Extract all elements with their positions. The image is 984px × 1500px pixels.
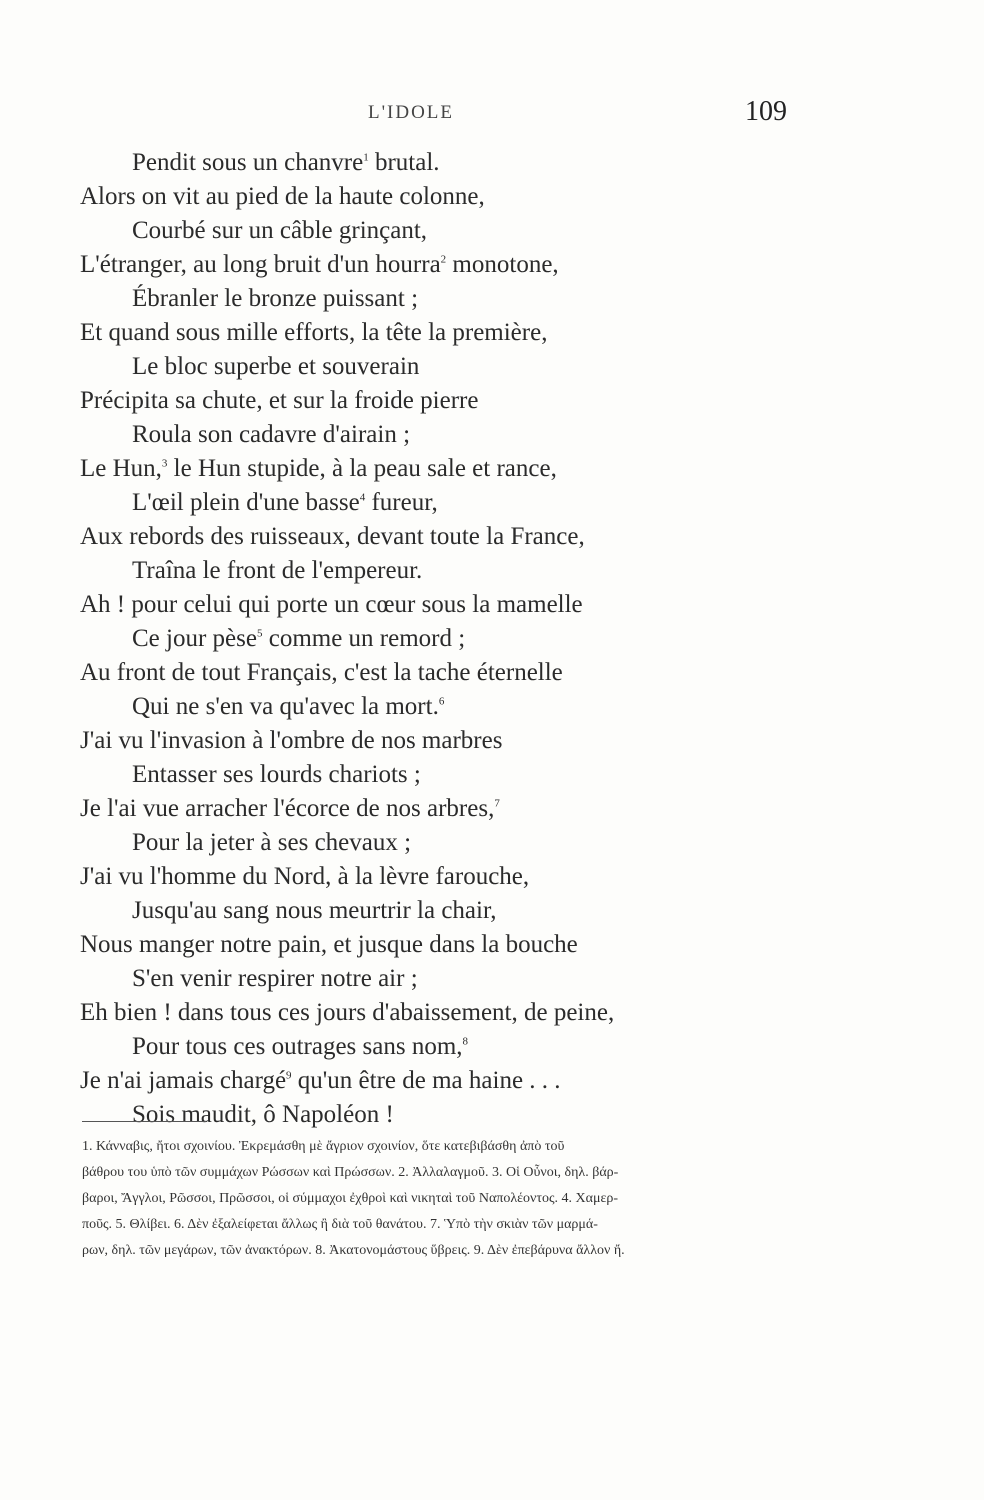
poem-line (80, 794, 500, 824)
poem-line-text: Aux rebords des ruisseaux, devant toute la France, (80, 523, 585, 550)
poem-line-continuation: le Hun stupide, à la peau sale et rance, (167, 455, 557, 482)
poem-line-text: Ah ! pour celui qui porte un cœur sous la mamelle (80, 591, 583, 618)
poem-line-text: Le Hun, (80, 455, 162, 482)
poem-line (80, 386, 478, 416)
footnotes (82, 1134, 792, 1264)
poem-line (132, 760, 421, 790)
footnote-line: 1. Κάνναβις, ἤτοι σχοινίου. Ἐκρεμάσθη μὲ ἄγριον σχοινίον, ὅτε κατεβιβάσθη ἀπὸ τοῦ (82, 1139, 565, 1154)
poem-line-text: Le bloc superbe et souverain (132, 353, 420, 380)
footnote-reference: 8 (462, 1035, 469, 1048)
poem-line-text: Eh bien ! dans tous ces jours d'abaissement, de peine, (80, 999, 615, 1026)
page-number: 109 (745, 96, 787, 127)
poem-line (132, 352, 419, 382)
poem-line-text: Pour la jeter à ses chevaux ; (132, 829, 412, 856)
poem-line-continuation: fureur, (365, 489, 438, 516)
poem-line (80, 590, 583, 620)
poem-line (132, 1032, 468, 1062)
poem-line-text: L'œil plein d'une basse (132, 489, 360, 516)
poem-line (132, 488, 438, 518)
poem-line-text: Ce jour pèse (132, 625, 257, 652)
poem-line (132, 1100, 394, 1130)
running-title: L'IDOLE (368, 102, 455, 123)
poem-line (80, 522, 585, 552)
footnote-line: ποῦς. 5. Θλίβει. 6. Δὲν ἐξαλείφεται ἄλλως ἢ διὰ τοῦ θανάτου. 7. Ὑπὸ τὴν σκιὰν τῶν μαρμά- (82, 1217, 598, 1232)
page-header (0, 96, 984, 136)
poem-line (80, 182, 485, 212)
footnote-reference: 1 (363, 151, 369, 164)
poem-line-text: Qui ne s'en va qu'avec la mort. (132, 693, 439, 720)
footnote-line: ρων, δηλ. τῶν μεγάρων, τῶν ἀνακτόρων. 8. Ἀκατονομάστους ὕβρεις. 9. Δὲν ἐπεβάρυνα ἄλλον ἤ. (82, 1243, 625, 1258)
footnote-line: βαροι, Ἄγγλοι, Ρῶσσοι, Πρῶσσοι, οἱ σύμμαχοι ἐχθροὶ καὶ νικηταὶ τοῦ Ναπολέοντος. 4. Χαμερ- (82, 1191, 619, 1206)
poem-line-text: Traîna le front de l'empereur. (132, 557, 423, 584)
poem-line-continuation: comme un remord ; (262, 625, 466, 652)
poem-line-text: Je n'ai jamais chargé (80, 1067, 287, 1094)
poem-line (132, 964, 418, 994)
poem-line-text: Et quand sous mille efforts, la tête la première, (80, 319, 548, 346)
poem-line (80, 250, 559, 280)
poem-line-text: Entasser ses lourds chariots ; (132, 761, 421, 788)
footnote-reference: 2 (440, 253, 447, 266)
poem-line-text: Nous manger notre pain, et jusque dans la bouche (80, 931, 578, 958)
poem-line-text: Au front de tout Français, c'est la tache éternelle (80, 659, 563, 686)
poem-line-text: S'en venir respirer notre air ; (132, 965, 418, 992)
poem-line-continuation: monotone, (446, 251, 559, 278)
poem-line (80, 726, 502, 756)
poem-line (132, 420, 410, 450)
poem-line (132, 284, 418, 314)
footnote-reference: 9 (286, 1069, 292, 1082)
poem-line-continuation: qu'un être de ma haine . . . (291, 1067, 561, 1094)
poem-line (132, 896, 497, 926)
footnote-divider (82, 1121, 206, 1122)
poem-line (80, 930, 578, 960)
poem-line (80, 998, 614, 1028)
poem-line (80, 658, 563, 688)
footnote-reference: 5 (256, 627, 263, 640)
footnote-line: βάθρου του ὑπὸ τῶν συμμάχων Ρώσσων καὶ Πρώσσων. 2. Ἀλλαλαγμοῦ. 3. Οἱ Οὖνοι, δηλ. βάρ- (82, 1165, 619, 1180)
poem-line (132, 216, 427, 246)
poem-line-text: Jusqu'au sang nous meurtrir la chair, (132, 897, 497, 924)
poem-line-text: Sois maudit, ô Napoléon ! (132, 1101, 394, 1128)
poem-line (80, 1066, 561, 1096)
poem-line-text: L'étranger, au long bruit d'un hourra (80, 251, 441, 278)
poem-line (80, 318, 547, 348)
poem-line (80, 862, 529, 892)
poem-line-text: Pour tous ces outrages sans nom, (132, 1033, 463, 1060)
footnote-reference: 4 (359, 491, 366, 504)
poem-line-text: Roula son cadavre d'airain ; (132, 421, 411, 448)
poem-line-text: Je l'ai vue arracher l'écorce de nos arbres, (80, 795, 495, 822)
poem-line-continuation: brutal. (368, 149, 440, 176)
poem-line (132, 692, 444, 722)
footnote-reference: 3 (161, 457, 168, 470)
poem-line-text: Alors on vit au pied de la haute colonne, (80, 183, 485, 210)
footnote-reference: 7 (494, 797, 500, 810)
poem-line (132, 624, 465, 654)
poem-line (132, 148, 440, 178)
poem-line-text: Précipita sa chute, et sur la froide pierre (80, 387, 479, 414)
poem-line-text: Courbé sur un câble grinçant, (132, 217, 428, 244)
poem-line-text: J'ai vu l'homme du Nord, à la lèvre farouche, (80, 863, 530, 890)
poem-line (132, 828, 411, 858)
poem-line-text: J'ai vu l'invasion à l'ombre de nos marbres (80, 727, 503, 754)
poem-line (132, 556, 422, 586)
poem-line-text: Ébranler le bronze puissant ; (132, 285, 419, 312)
poem-line (80, 454, 557, 484)
footnote-reference: 6 (438, 695, 445, 708)
poem-line-text: Pendit sous un chanvre (132, 149, 364, 176)
